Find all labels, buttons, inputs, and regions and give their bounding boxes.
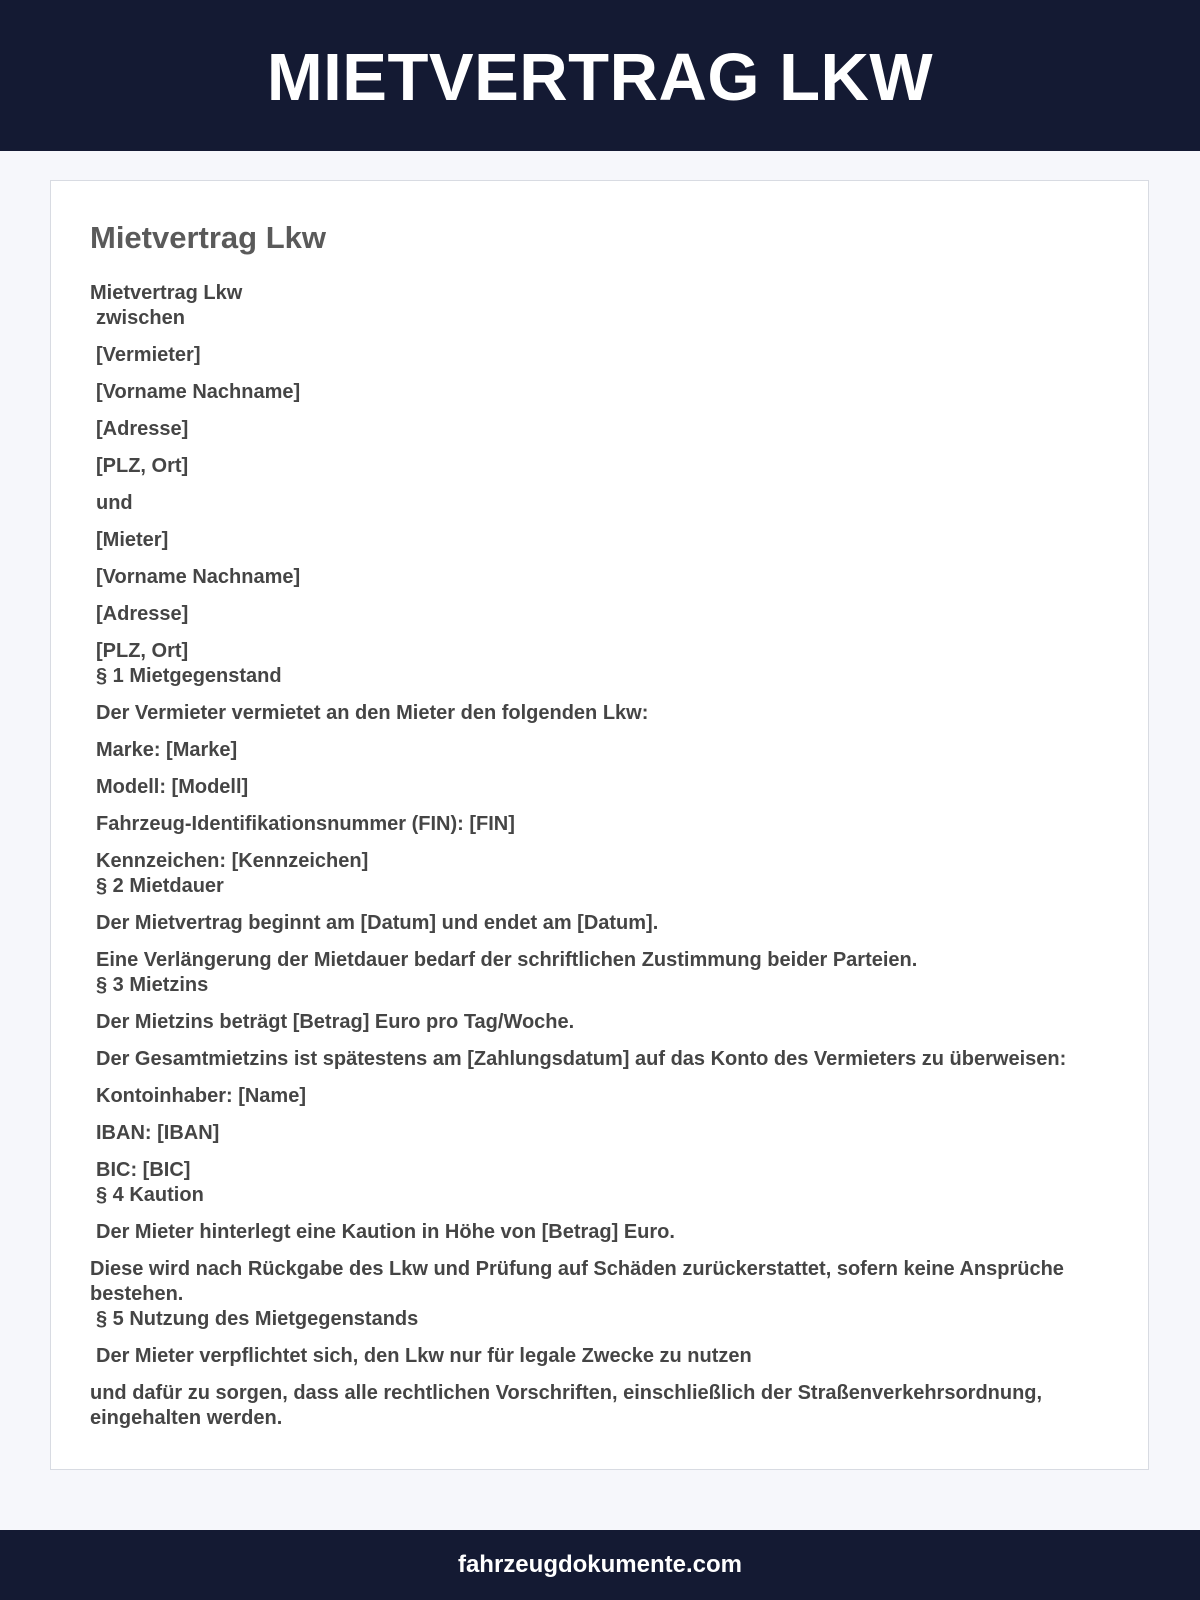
document-line: Marke: [Marke] bbox=[96, 739, 238, 761]
document-line: Der Vermieter vermietet an den Mieter den folgenden Lkw: bbox=[96, 702, 649, 724]
section-heading: § 1 Mietgegenstand bbox=[96, 665, 282, 687]
section-heading: § 4 Kaution bbox=[96, 1184, 204, 1206]
document-line: und dafür zu sorgen, dass alle rechtlichen Vorschriften, einschließlich der Straßenverkehrsordnung, eingehalten werden. bbox=[90, 1382, 1043, 1429]
document-line: [Adresse] bbox=[96, 603, 189, 625]
document-line: [Vorname Nachname] bbox=[96, 381, 301, 403]
document-line: Modell: [Modell] bbox=[96, 776, 249, 798]
document-line: [Mieter] bbox=[96, 529, 169, 551]
section-heading: § 3 Mietzins bbox=[96, 974, 209, 996]
document-line: und bbox=[96, 492, 133, 514]
document-body bbox=[90, 281, 1090, 1431]
document-line: Der Mietzins beträgt [Betrag] Euro pro Tag/Woche. bbox=[96, 1011, 575, 1033]
footer-site-name: fahrzeugdokumente.com bbox=[457, 1551, 743, 1578]
document-line: Der Mieter verpflichtet sich, den Lkw nur für legale Zwecke zu nutzen bbox=[96, 1345, 752, 1367]
document-line: [Vorname Nachname] bbox=[96, 566, 301, 588]
document-line: Diese wird nach Rückgabe des Lkw und Prüfung auf Schäden zurückerstattet, sofern keine Ansprüche bestehen. bbox=[90, 1258, 1064, 1305]
document-line: Der Gesamtmietzins ist spätestens am [Zahlungsdatum] auf das Konto des Vermieters zu überweisen: bbox=[96, 1048, 1067, 1070]
footer-bar bbox=[0, 1530, 1200, 1600]
section-heading: § 2 Mietdauer bbox=[96, 875, 224, 897]
document-line: [PLZ, Ort] bbox=[96, 640, 189, 662]
header-banner bbox=[0, 0, 1200, 151]
document-line: Fahrzeug-Identifikationsnummer (FIN): [FIN] bbox=[96, 813, 515, 835]
section-heading: § 5 Nutzung des Mietgegenstands bbox=[96, 1308, 419, 1330]
document-line: zwischen bbox=[96, 307, 185, 329]
document-line: IBAN: [IBAN] bbox=[96, 1122, 220, 1144]
document-line: Kennzeichen: [Kennzeichen] bbox=[96, 850, 369, 872]
document-line: [Vermieter] bbox=[96, 344, 201, 366]
document-line: Kontoinhaber: [Name] bbox=[96, 1085, 306, 1107]
document-line: Eine Verlängerung der Mietdauer bedarf der schriftlichen Zustimmung beider Parteien. bbox=[96, 949, 918, 971]
document-line: [Adresse] bbox=[96, 418, 189, 440]
document-line: Mietvertrag Lkw bbox=[90, 282, 243, 304]
document-line: Der Mieter hinterlegt eine Kaution in Höhe von [Betrag] Euro. bbox=[96, 1221, 675, 1243]
page-title: MIETVERTRAG LKW bbox=[266, 40, 934, 115]
document-card bbox=[50, 180, 1149, 1470]
document-line: [PLZ, Ort] bbox=[96, 455, 189, 477]
document-line: BIC: [BIC] bbox=[96, 1159, 191, 1181]
document-heading: Mietvertrag Lkw bbox=[90, 220, 327, 255]
document-line: Der Mietvertrag beginnt am [Datum] und endet am [Datum]. bbox=[96, 912, 659, 934]
